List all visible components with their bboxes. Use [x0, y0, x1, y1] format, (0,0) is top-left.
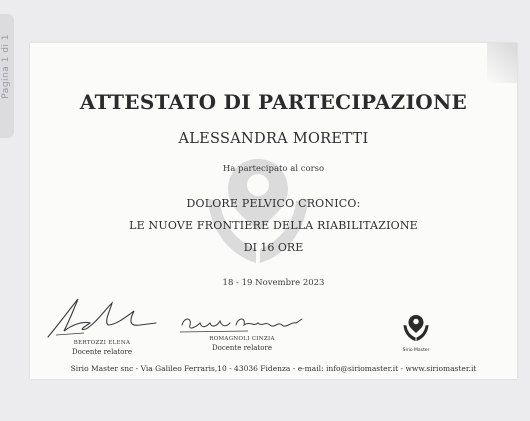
handwritten-signature-2 [178, 313, 306, 335]
signature-block-1 [42, 295, 162, 357]
signatory-name-1: BERTOZZI ELENA [73, 340, 131, 346]
signatory-role-1: Docente relatore [72, 348, 132, 356]
signatory-role-2: Docente relatore [212, 344, 272, 352]
certificate-footer: Sirio Master snc - Via Galileo Ferraris,10 - 43036 Fidenza - e-mail: info@siriomaster.it - www.siriomaster.it [70, 364, 477, 373]
participation-subtitle: Ha partecipato al corso [222, 164, 325, 174]
participant-name: ALESSANDRA MORETTI [178, 131, 369, 147]
course-duration: DI 16 ORE [243, 241, 304, 254]
page-side-tab[interactable] [0, 14, 14, 138]
course-dates: 18 - 19 Novembre 2023 [222, 278, 325, 288]
course-title-line-2: LE NUOVE FRONTIERE DELLA RIABILITAZIONE [129, 219, 418, 232]
course-title-line-1: DOLORE PELVICO CRONICO: [186, 197, 361, 210]
certificate-title: ATTESTATO DI PARTECIPAZIONE [79, 90, 468, 114]
side-tab-label: Pagina 1 di 1 [1, 34, 11, 99]
sirio-master-logo-icon [401, 313, 431, 343]
certificate-document [30, 43, 517, 379]
sirio-master-logo [392, 313, 440, 353]
page-corner-shadow [487, 43, 517, 83]
signatory-name-2: ROMAGNOLI CINZIA [209, 336, 275, 342]
logo-wordmark: Sirio Master [402, 348, 430, 353]
handwritten-signature-1 [44, 295, 160, 339]
signature-block-2 [178, 313, 306, 353]
